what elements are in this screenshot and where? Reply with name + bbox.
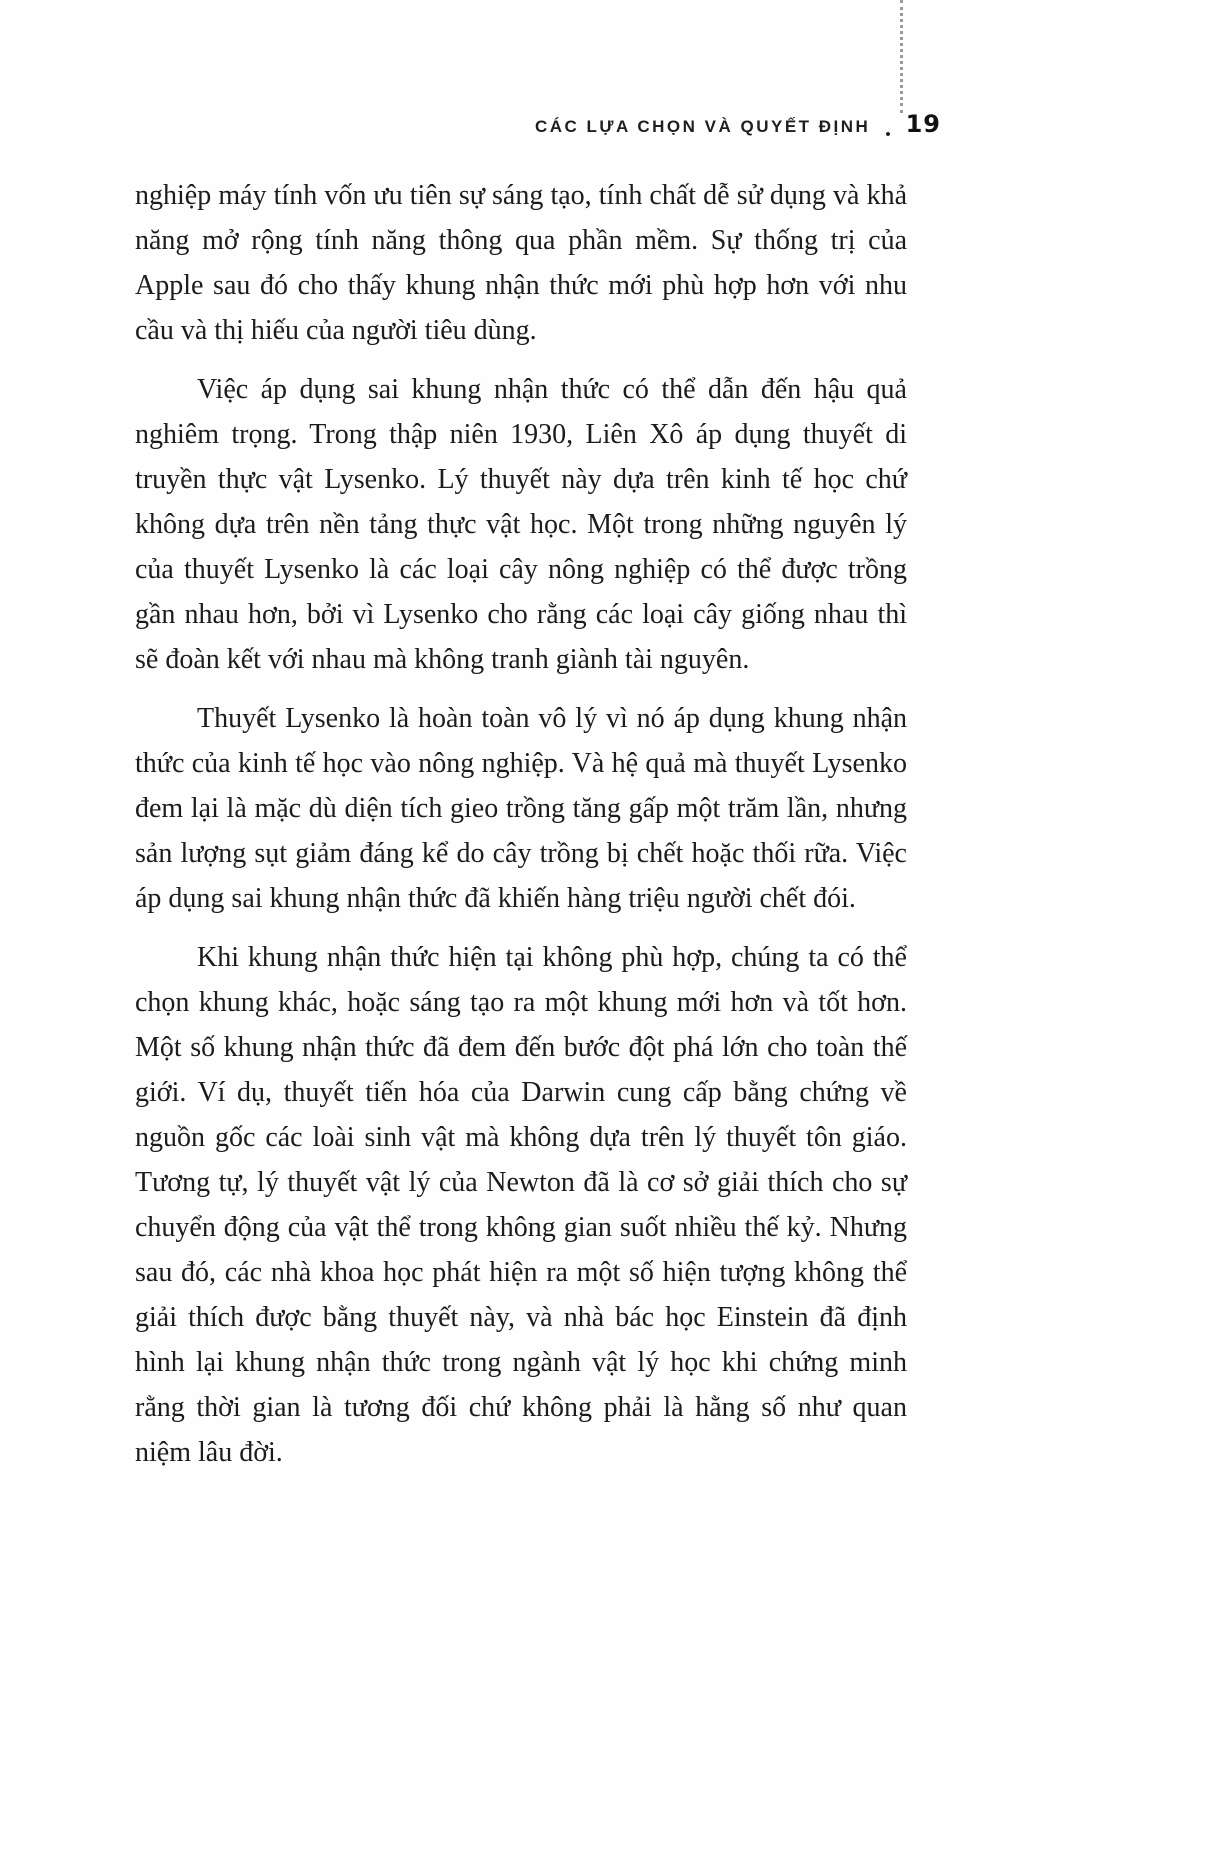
paragraph: Thuyết Lysenko là hoàn toàn vô lý vì nó áp dụng khung nhận thức của kinh tế học vào nông nghiệp. Và hệ quả mà thuyết Lysenko đem lại là mặc dù diện tích gieo trồng tăng gấp một trăm lần, nhưng sản lượng sụt giảm đáng kể do cây trồng bị chết hoặc thối rữa. Việc áp dụng sai khung nhận thức đã khiến hàng triệu người chết đói. [135,703,907,914]
paragraph: Việc áp dụng sai khung nhận thức có thể dẫn đến hậu quả nghiêm trọng. Trong thập niên 1930, Liên Xô áp dụng thuyết di truyền thực vật Lysenko. Lý thuyết này dựa trên kinh tế học chứ không dựa trên nền tảng thực vật học. Một trong những nguyên lý của thuyết Lysenko là các loại cây nông nghiệp có thể được trồng gần nhau hơn, bởi vì Lysenko cho rằng các loại cây giống nhau thì sẽ đoàn kết với nhau mà không tranh giành tài nguyên. [135,374,907,675]
body-text [135,173,907,1489]
paragraph-continuation: nghiệp máy tính vốn ưu tiên sự sáng tạo, tính chất dễ sử dụng và khả năng mở rộng tính năng thông qua phần mềm. Sự thống trị của Apple sau đó cho thấy khung nhận thức mới phù hợp hơn với nhu cầu và thị hiếu của người tiêu dùng. [135,180,907,346]
running-header-title: CÁC LỰA CHỌN VÀ QUYẾT ĐỊNH [534,117,871,136]
paragraph: Khi khung nhận thức hiện tại không phù hợp, chúng ta có thể chọn khung khác, hoặc sáng tạo ra một khung mới hơn và tốt hơn. Một số khung nhận thức đã đem đến bước đột phá lớn cho toàn thế giới. Ví dụ, thuyết tiến hóa của Darwin cung cấp bằng chứng về nguồn gốc các loài sinh vật mà không dựa trên lý thuyết tôn giáo. Tương tự, lý thuyết vật lý của Newton đã là cơ sở giải thích cho sự chuyển động của vật thể trong không gian suốt nhiều thế kỷ. Nhưng sau đó, các nhà khoa học phát hiện ra một số hiện tượng không thể giải thích được bằng thuyết này, và nhà bác học Einstein đã định hình lại khung nhận thức trong ngành vật lý học khi chứng minh rằng thời gian là tương đối chứ không phải là hằng số như quan niệm lâu đời. [135,942,907,1468]
page-header [534,110,941,143]
page-number: 19 [905,110,941,138]
header-separator-dot-icon: • [885,126,891,143]
dotted-margin-line [900,0,903,113]
